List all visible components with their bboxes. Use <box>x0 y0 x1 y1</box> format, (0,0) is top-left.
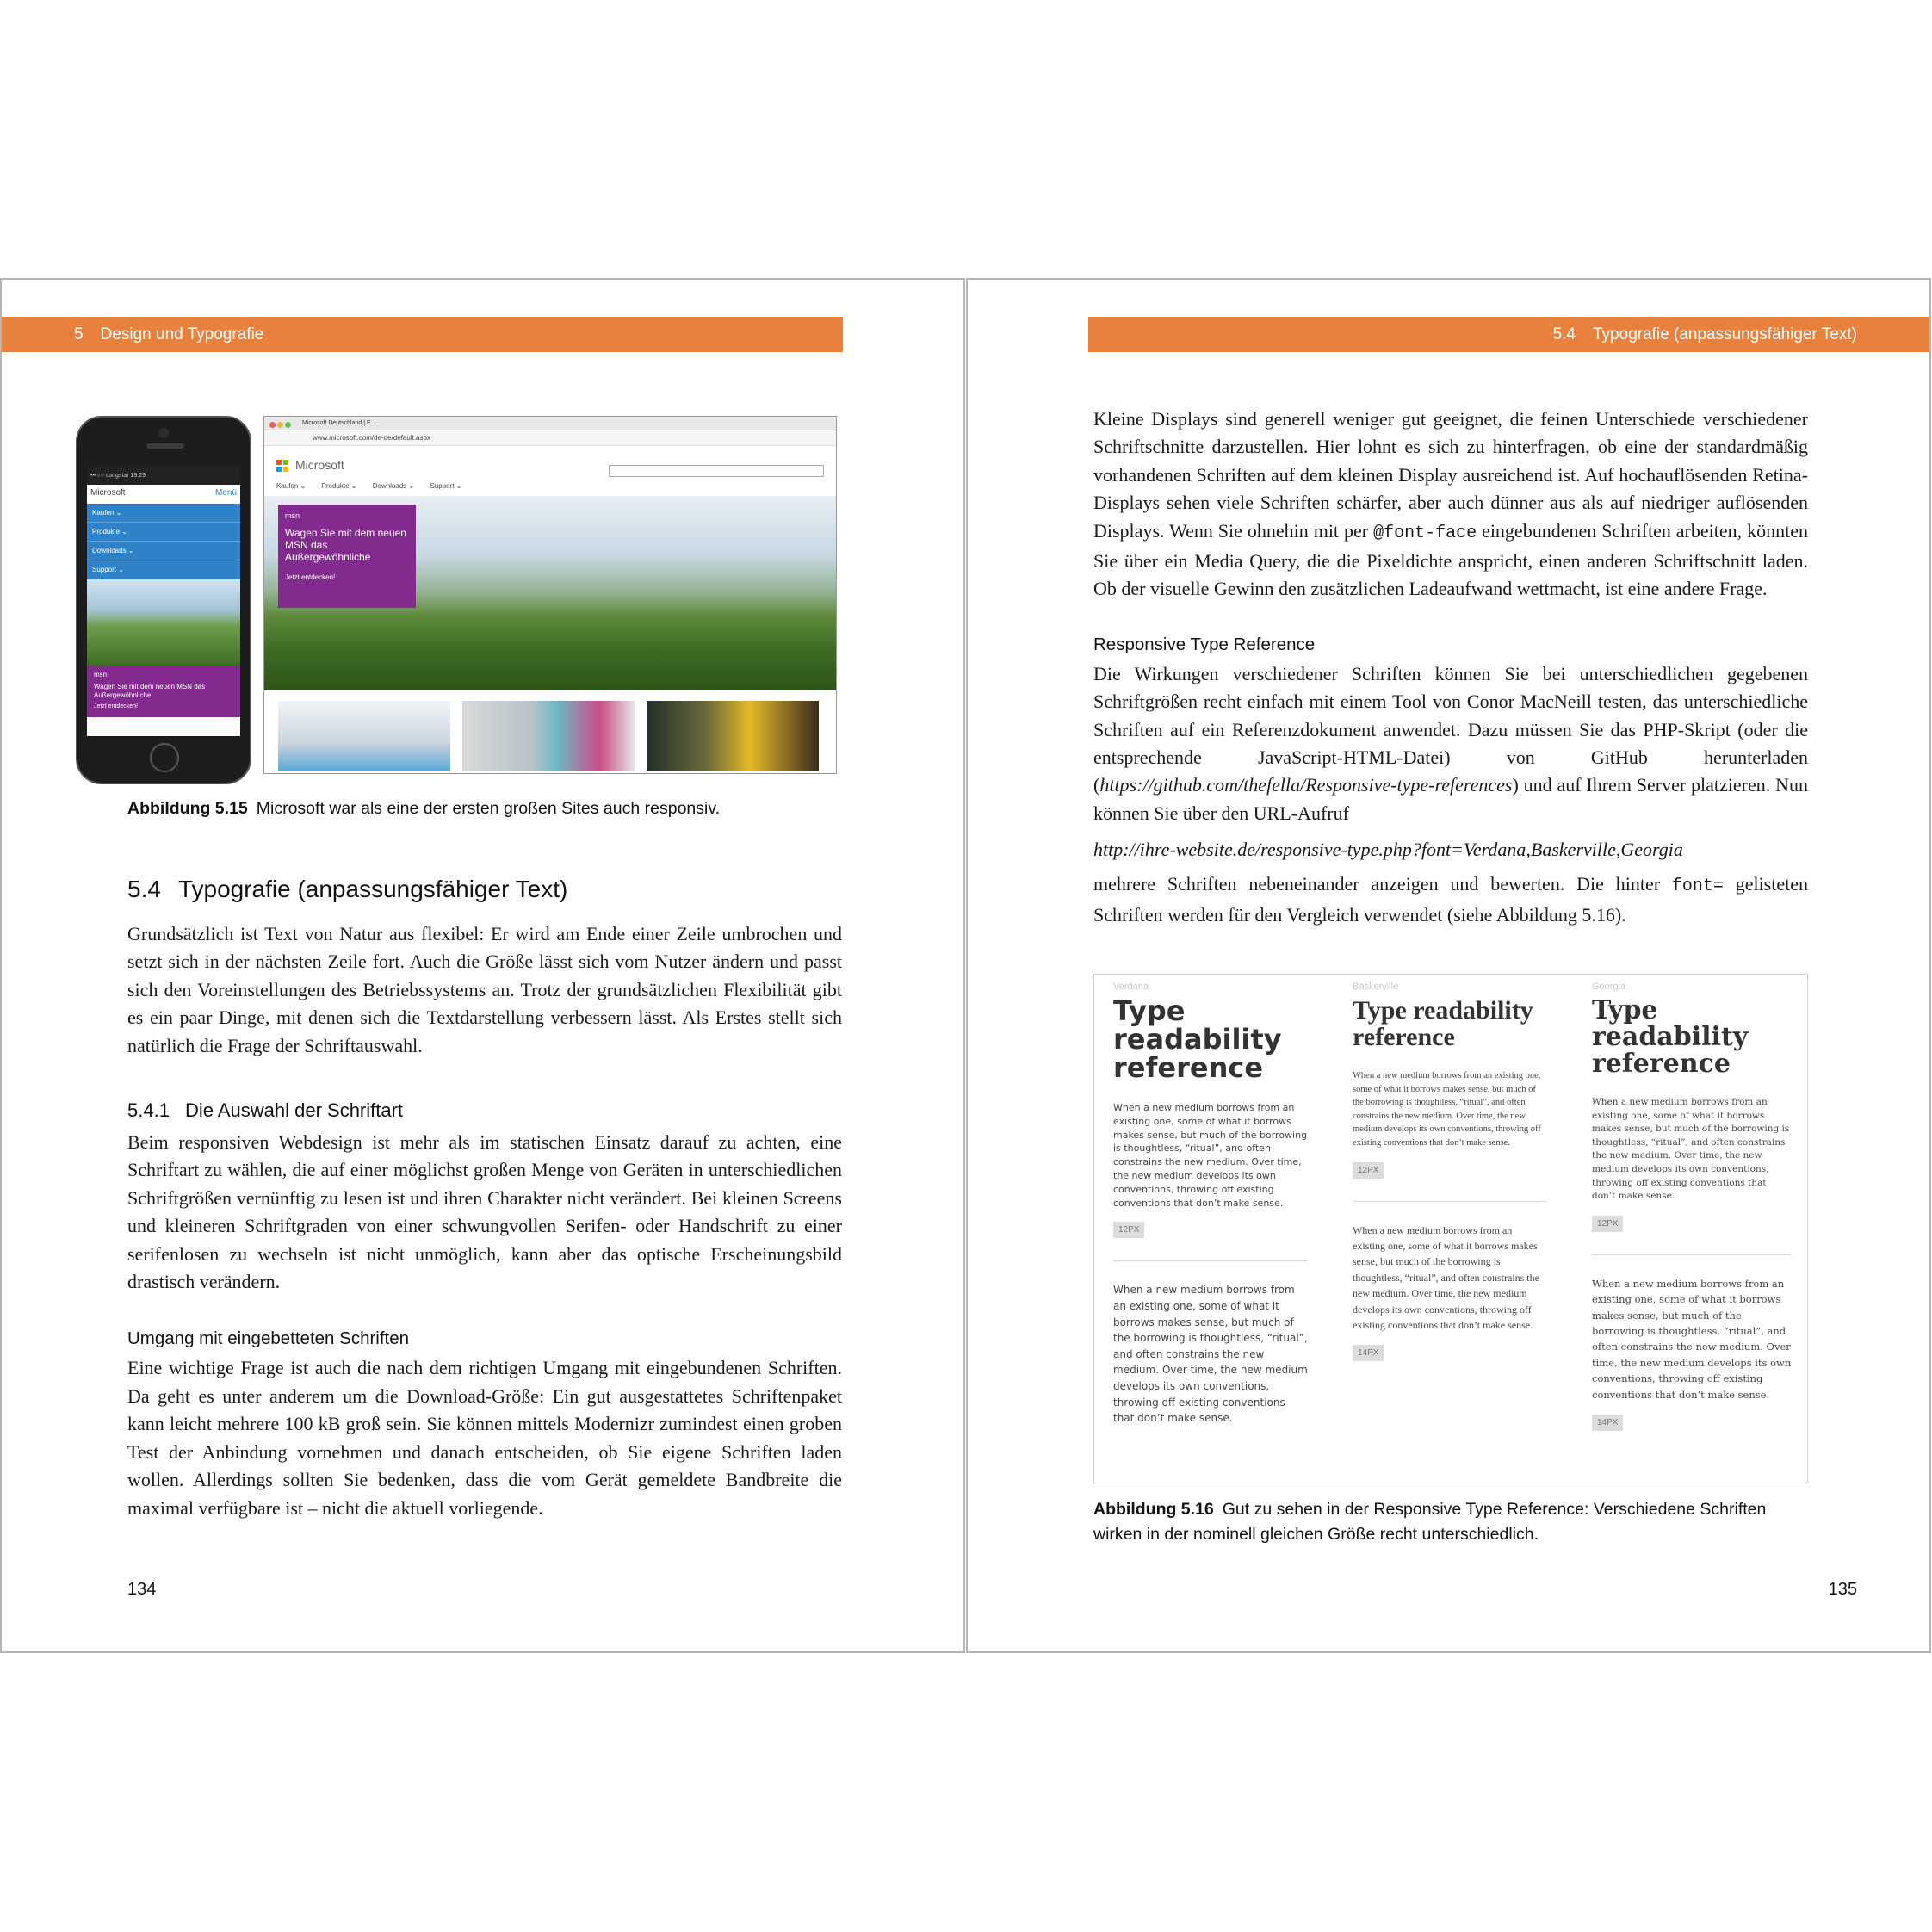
text-run: eingebundenen Schriften arbeiten, könnten Sie über ein Media Query, die die Pixeldichte anspricht, einen anderen Schriftschnitt laden. Ob der visuelle Gewinn den zusätzlichen Ladeaufwand wettmacht, ist eine andere Frage. <box>1093 519 1808 600</box>
type-sample-title: Type readability reference <box>1592 995 1749 1079</box>
site-promo <box>278 505 416 608</box>
type-sample-title: Type readability reference <box>1353 996 1533 1051</box>
phone-menu-label: Menü <box>214 488 237 498</box>
body-paragraph: Eine wichtige Frage ist auch die nach dem richtigen Umgang mit eingebundenen Schriften. Da geht es unter anderem um die Download-Größe: Ein gut ausgestattetes Schriftenpaket kann leicht mehrere 100 kB groß sein. Sie können mittels Modernizr zumindest einen groben Test der Anbindung vornehmen und danach entscheiden, ob Sie eigene Schriften laden wollen. Allerdings sollten Sie bedenken, dass die vom Gerät gemeldete Bandbreite die maximal verfügbare ist – nicht die aktuell vorliegende. <box>127 1357 842 1519</box>
divider <box>1113 1260 1308 1261</box>
subsection-heading <box>127 1098 842 1124</box>
phone-promo-logo: msn <box>94 671 108 678</box>
section-number: 5.4 <box>1552 325 1576 344</box>
size-badge: 14PX <box>1592 1415 1623 1431</box>
thumbnail-image <box>647 701 819 771</box>
phone-screen <box>87 468 240 736</box>
phone-menu-item: Kaufen ⌄ <box>87 504 240 523</box>
running-head-left <box>2 317 843 352</box>
inline-code: font= <box>1671 876 1724 897</box>
text-run: Die Wirkungen verschiedener Schriften können Sie bei unterschiedlichen gegebenen Schriftgrößen recht einfach mit einem Tool von Conor MacNeill testen, das unterschiedliche Schriften auf ein Referenzdokument anwendet. Dazu müssen Sie das PHP-Skript (oder die entsprechende JavaScript-HTML-Datei) von GitHub herunterladen ( <box>1093 662 1808 796</box>
text-run: mehrere Schriften nebeneinander anzeigen und bewerten. Die hinter <box>1093 873 1672 895</box>
phone-menu-item: Produkte ⌄ <box>87 523 240 542</box>
type-sample-text: When a new medium borrows from an existing one, some of what it borrows makes sense, but much of the borrowing is thoughtless, “ritual”, and often constrains the new medium. Over time, the new medium develops its own conventions, throwing off existing conventions that don’t make sense. <box>1592 1097 1790 1202</box>
microsoft-logo-icon <box>276 460 288 472</box>
paragraph-heading: Responsive Type Reference <box>1093 634 1316 654</box>
section-title: Typografie (anpassungsfähiger Text) <box>177 876 568 902</box>
section-number: 5.4 <box>127 876 161 902</box>
chapter-number: 5 <box>74 325 84 344</box>
browser-tab-bar <box>264 417 836 430</box>
phone-menu-item: Support ⌄ <box>87 560 240 579</box>
site-nav-item: Support ⌄ <box>430 482 462 490</box>
chapter-title: Design und Typografie <box>100 325 264 344</box>
phone-site-header <box>87 485 240 504</box>
thumbnail-image <box>462 701 635 771</box>
type-sample-text: When a new medium borrows from an existing one, some of what it borrows makes sense, but much of the borrowing is thoughtless, “ritual”, and often constrains the new medium. Over time, the new medium develops its own conventions, throwing off existing conventions that don’t make sense. <box>1353 1071 1541 1148</box>
phone-menu <box>87 504 240 579</box>
phone-mockup <box>76 416 251 784</box>
left-text-column <box>127 874 842 1522</box>
browser-address-bar: www.microsoft.com/de-de/default.aspx <box>264 430 836 446</box>
browser-mockup <box>263 416 837 774</box>
divider <box>1353 1201 1547 1202</box>
subsection-title: Die Auswahl der Schriftart <box>184 1099 404 1122</box>
phone-status-bar: •••○○ congstar 19:29 <box>87 468 240 485</box>
type-column-baskerville <box>1353 981 1547 1361</box>
type-column-verdana <box>1113 981 1308 1427</box>
size-badge: 12PX <box>1113 1222 1144 1238</box>
figure-caption <box>1093 1497 1817 1547</box>
type-sample-title: Type readability reference <box>1113 994 1282 1084</box>
figure-caption-text: Gut zu sehen in der Responsive Type Reference: Verschiedene Schriften wirken in der nominell gleichen Größe recht unterschiedlich. <box>1093 1500 1767 1544</box>
body-paragraph <box>1093 406 1808 604</box>
browser-tab-title: Microsoft Deutschland | E… <box>302 420 377 426</box>
type-sample-text: When a new medium borrows from an existing one, some of what it borrows makes sense, but much of the borrowing is thoughtless, “ritual”, and often constrains the new medium. Over time, the new medium develops its own conventions, throwing off existing conventions that don’t make sense. <box>1113 1284 1308 1425</box>
text-run: Kleine Displays sind generell weniger gut geeignet, die feinen Unterschiede verschiedener Schriftschnitte darzustellen. Hier lohnt es sich zu hinterfragen, ob eine der standardmäßig vorhandenen Schriften auf dem kleinen Display ausreichend ist. Auf hochauflösenden Retina-Displays sehen viele Schriften schärfer, aber auch dünner aus als auf niedriger auflösenden Displays. Wenn Sie ohnehin mit per <box>1093 408 1808 542</box>
section-title: Typografie (anpassungsfähiger Text) <box>1593 325 1857 344</box>
size-badge: 12PX <box>1353 1162 1384 1179</box>
window-controls-icon <box>269 420 295 434</box>
size-badge: 14PX <box>1353 1345 1384 1361</box>
site-header <box>264 446 836 494</box>
site-brand: Microsoft <box>295 458 344 472</box>
type-sample-text: When a new medium borrows from an existing one, some of what it borrows makes sense, but much of the borrowing is thoughtless, “ritual”, and often constrains the new medium. Over time, the new medium develops its own conventions, throwing off existing conventions that don’t make sense. <box>1353 1223 1539 1331</box>
site-nav-item: Downloads ⌄ <box>372 482 415 490</box>
paragraph-heading: Umgang mit eingebetteten Schriften <box>127 1328 410 1349</box>
figure-label: Abbildung 5.15 <box>127 799 248 818</box>
phone-home-button-icon <box>150 743 179 772</box>
site-promo-logo: msn <box>285 511 300 520</box>
site-search-box <box>609 465 824 477</box>
phone-brand: Microsoft <box>90 488 126 498</box>
page-number: 134 <box>127 1580 157 1599</box>
body-paragraph: Beim responsiven Webdesign ist mehr als im statischen Einsatz darauf zu achten, eine Schriftart zu wählen, die auf einer möglichst großen Menge von Geräten in unterschiedlichen Schriftgrößen vernünftig zu lesen ist und ihren Charakter nicht verändert. Bei kleinen Screens und kleineren Schriftgraden von einer schwungvollen Serifen- oder Handschrift zu einer serifenlosen zu wechseln ist nicht unmöglich, kann aber das optische Erscheinungsbild drastisch verändern. <box>127 1131 842 1293</box>
site-promo-cta: Jetzt entdecken! <box>285 573 336 581</box>
thumbnail-image <box>278 701 450 771</box>
github-link[interactable]: https://github.com/thefella/Responsive-type-references <box>1099 774 1513 796</box>
phone-promo <box>87 666 240 717</box>
divider <box>1592 1254 1792 1255</box>
font-name: Verdana <box>1113 981 1149 992</box>
phone-promo-cta: Jetzt entdecken! <box>94 703 138 709</box>
phone-hero-image <box>87 579 240 666</box>
figure-caption-text: Microsoft war als eine der ersten großen Sites auch responsiv. <box>256 799 721 818</box>
type-sample-text: When a new medium borrows from an existing one, some of what it borrows makes sense, but much of the borrowing is thoughtless, “ritual”, and often constrains the new medium. Over time, the new medium develops its own conventions, throwing off existing conventions that don’t make sense. <box>1113 1102 1308 1209</box>
phone-promo-text: Wagen Sie mit dem neuen MSN das Außergewöhnliche <box>94 683 206 699</box>
type-sample-text: When a new medium borrows from an existing one, some of what it borrows makes sense, but much of the borrowing is thoughtless, “ritual”, and often constrains the new medium. Over time, the new medium develops its own conventions, throwing off existing conventions that don’t make sense. <box>1592 1277 1792 1401</box>
phone-menu-item: Downloads ⌄ <box>87 542 240 560</box>
type-reference-figure <box>1093 974 1808 1483</box>
phone-camera <box>158 428 169 438</box>
right-text-column <box>1093 406 1808 929</box>
type-column-georgia <box>1592 981 1792 1431</box>
font-name: Georgia <box>1592 981 1626 992</box>
subsection-number: 5.4.1 <box>127 1099 170 1122</box>
font-name: Baskerville <box>1353 981 1399 992</box>
body-paragraph: Grundsätzlich ist Text von Natur aus flexibel: Er wird am Ende einer Zeile umbrochen und setzt sich in der nächsten Zeile fort. Auch die Größe lässt sich vom Nutzer ändern und passt sich den Voreinstellungen des Betriebssystems an. Trotz der grundsätzlichen Flexibilität gibt es ein paar Dinge, mit denen sich die Textdarstellung verbessern lässt. Als Erstes stellt sich natürlich die Frage der Schriftauswahl. <box>127 923 842 1056</box>
url-example: http://ihre-website.de/responsive-type.php?font=Verdana,Baskerville,Georgia <box>1093 839 1683 861</box>
body-paragraph <box>1093 660 1808 827</box>
left-page <box>0 278 965 1653</box>
text-run: ) und auf Ihrem Server platzieren. Nun können Sie über den URL-Aufruf <box>1093 774 1808 824</box>
inline-code: @font-face <box>1373 523 1477 543</box>
site-nav-item: Produkte ⌄ <box>321 482 357 490</box>
phone-speaker <box>146 443 184 449</box>
section-heading <box>127 874 842 905</box>
right-page <box>966 278 1931 1653</box>
figure-caption <box>127 796 851 821</box>
running-head-right <box>1088 317 1929 352</box>
site-hero-image <box>264 496 837 690</box>
site-nav-item: Kaufen ⌄ <box>276 482 307 490</box>
body-paragraph <box>1093 870 1808 929</box>
site-promo-text: Wagen Sie mit dem neuen MSN das Außergewöhnliche <box>285 527 406 563</box>
text-run: gelisteten Schriften werden für den Vergleich verwendet (siehe Abbildung 5.16). <box>1093 873 1808 926</box>
page-number: 135 <box>1828 1580 1857 1599</box>
size-badge: 12PX <box>1592 1216 1623 1232</box>
site-nav <box>276 482 475 490</box>
figure-label: Abbildung 5.16 <box>1093 1500 1214 1519</box>
